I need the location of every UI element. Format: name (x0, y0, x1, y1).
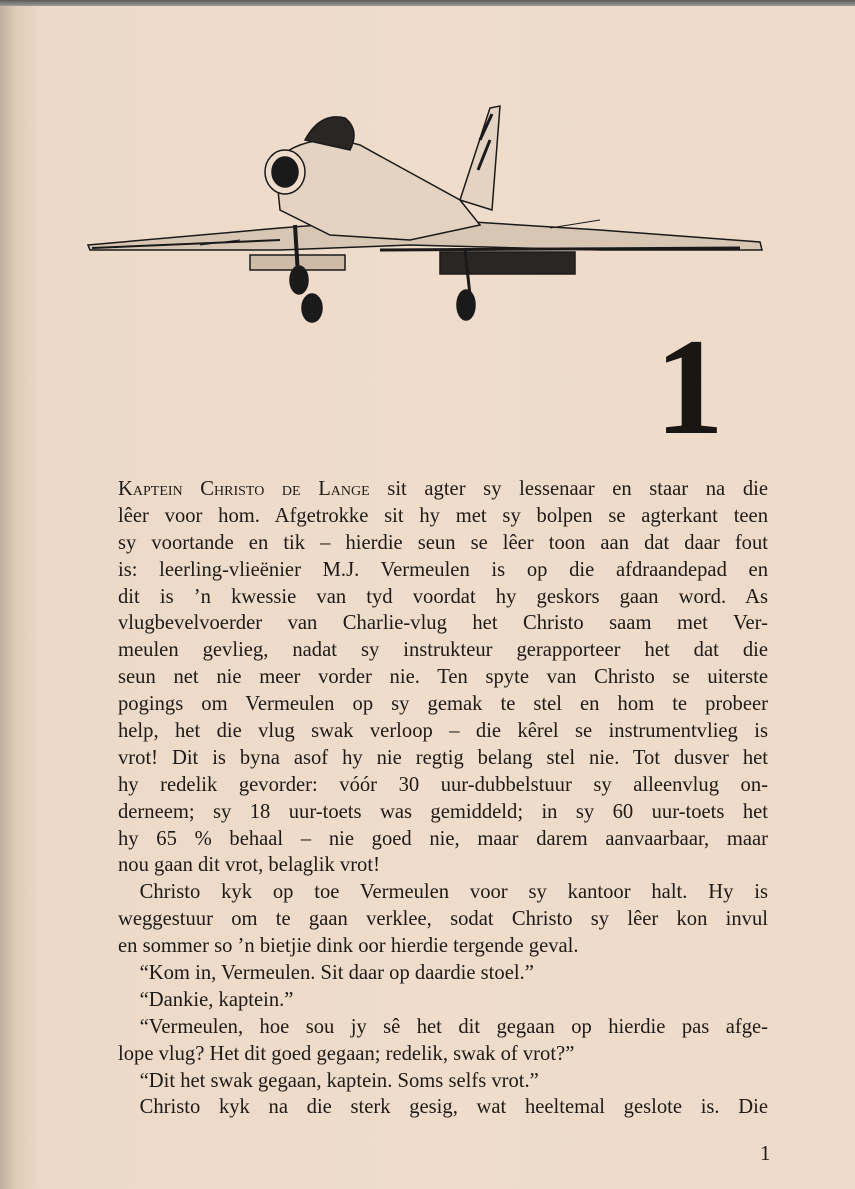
line-text: vrot! Dit is byna asof hy nie regtig belang stel nie. Tot dusver het (118, 746, 768, 769)
line-text: vlugbevelvoerder van Charlie-vlug het Christo saam met Ver- (118, 612, 768, 635)
text-line (118, 745, 768, 772)
text-line (118, 987, 768, 1014)
line-text: nou gaan dit vrot, belaglik vrot! (118, 854, 380, 877)
text-line (118, 530, 768, 557)
text-line (118, 476, 768, 503)
text-line (118, 772, 768, 799)
line-text: “Dankie, kaptein.” (139, 988, 294, 1011)
line-text: “Dit het swak gegaan, kaptein. Soms selfs vrot.” (139, 1069, 539, 1092)
text-line (118, 637, 768, 664)
text-line (118, 664, 768, 691)
text-line (118, 933, 768, 960)
text-line (118, 1041, 768, 1068)
text-line (118, 852, 768, 879)
text-line (118, 1068, 768, 1095)
scan-top-edge (0, 0, 855, 6)
line-text: help, het die vlug swak verloop – die kêrel se instrumentvlieg is (118, 720, 768, 743)
chapter-opening-smallcaps: Kaptein Christo de Lange (118, 478, 370, 500)
line-text: “Kom in, Vermeulen. Sit daar op daardie stoel.” (139, 962, 534, 985)
text-line (118, 691, 768, 718)
line-text: is: leerling-vlieënier M.J. Vermeulen is op die afdraandepad en (118, 558, 768, 581)
line-text: Christo kyk na die sterk gesig, wat heeltemal geslote is. Die (139, 1096, 768, 1119)
jet-aircraft-illustration (80, 100, 770, 335)
line-text: sit agter sy lessenaar en staar na die (369, 478, 768, 500)
line-text: weggestuur om te gaan verklee, sodat Christo sy lêer kon invul (118, 908, 768, 931)
line-text: dit is ’n kwessie van tyd voordat hy geskors gaan word. As (118, 585, 768, 608)
chapter-number: 1 (655, 310, 724, 463)
text-line (118, 557, 768, 584)
line-text: seun net nie meer vorder nie. Ten spyte van Christo se uiterste (118, 666, 768, 689)
text-line (118, 960, 768, 987)
line-text: pogings om Vermeulen op sy gemak te stel en hom te probeer (118, 693, 768, 716)
text-line (118, 584, 768, 611)
line-text: hy 65 % behaal – nie goed nie, maar darem aanvaarbaar, maar (118, 827, 768, 850)
line-text: lope vlug? Het dit goed gegaan; redelik, swak of vrot?” (118, 1042, 575, 1065)
line-text: en sommer so ’n bietjie dink oor hierdie tergende geval. (118, 935, 579, 958)
page-number: 1 (760, 1141, 771, 1165)
text-line (118, 826, 768, 853)
text-line (118, 1094, 768, 1121)
line-text: “Vermeulen, hoe sou jy sê het dit gegaan op hierdie pas afge- (139, 1015, 768, 1038)
chapter-body-text (118, 476, 768, 1121)
line-text: hy redelik gevorder: vóór 30 uur-dubbelstuur sy alleenvlug on- (118, 773, 768, 796)
text-line (118, 610, 768, 637)
text-line (118, 799, 768, 826)
text-line (118, 1014, 768, 1041)
line-text: sy voortande en tik – hierdie seun se lêer toon aan dat daar fout (118, 531, 768, 554)
line-text: derneem; sy 18 uur-toets was gemiddeld; in sy 60 uur-toets het (118, 800, 768, 823)
line-text: lêer voor hom. Afgetrokke sit hy met sy bolpen se agterkant teen (118, 504, 768, 527)
text-line (118, 718, 768, 745)
text-line (118, 879, 768, 906)
line-text: meulen gevlieg, nadat sy instrukteur gerapporteer het dat die (118, 639, 768, 662)
line-text: Christo kyk op toe Vermeulen voor sy kantoor halt. Hy is (139, 881, 768, 904)
text-line (118, 503, 768, 530)
text-line (118, 906, 768, 933)
